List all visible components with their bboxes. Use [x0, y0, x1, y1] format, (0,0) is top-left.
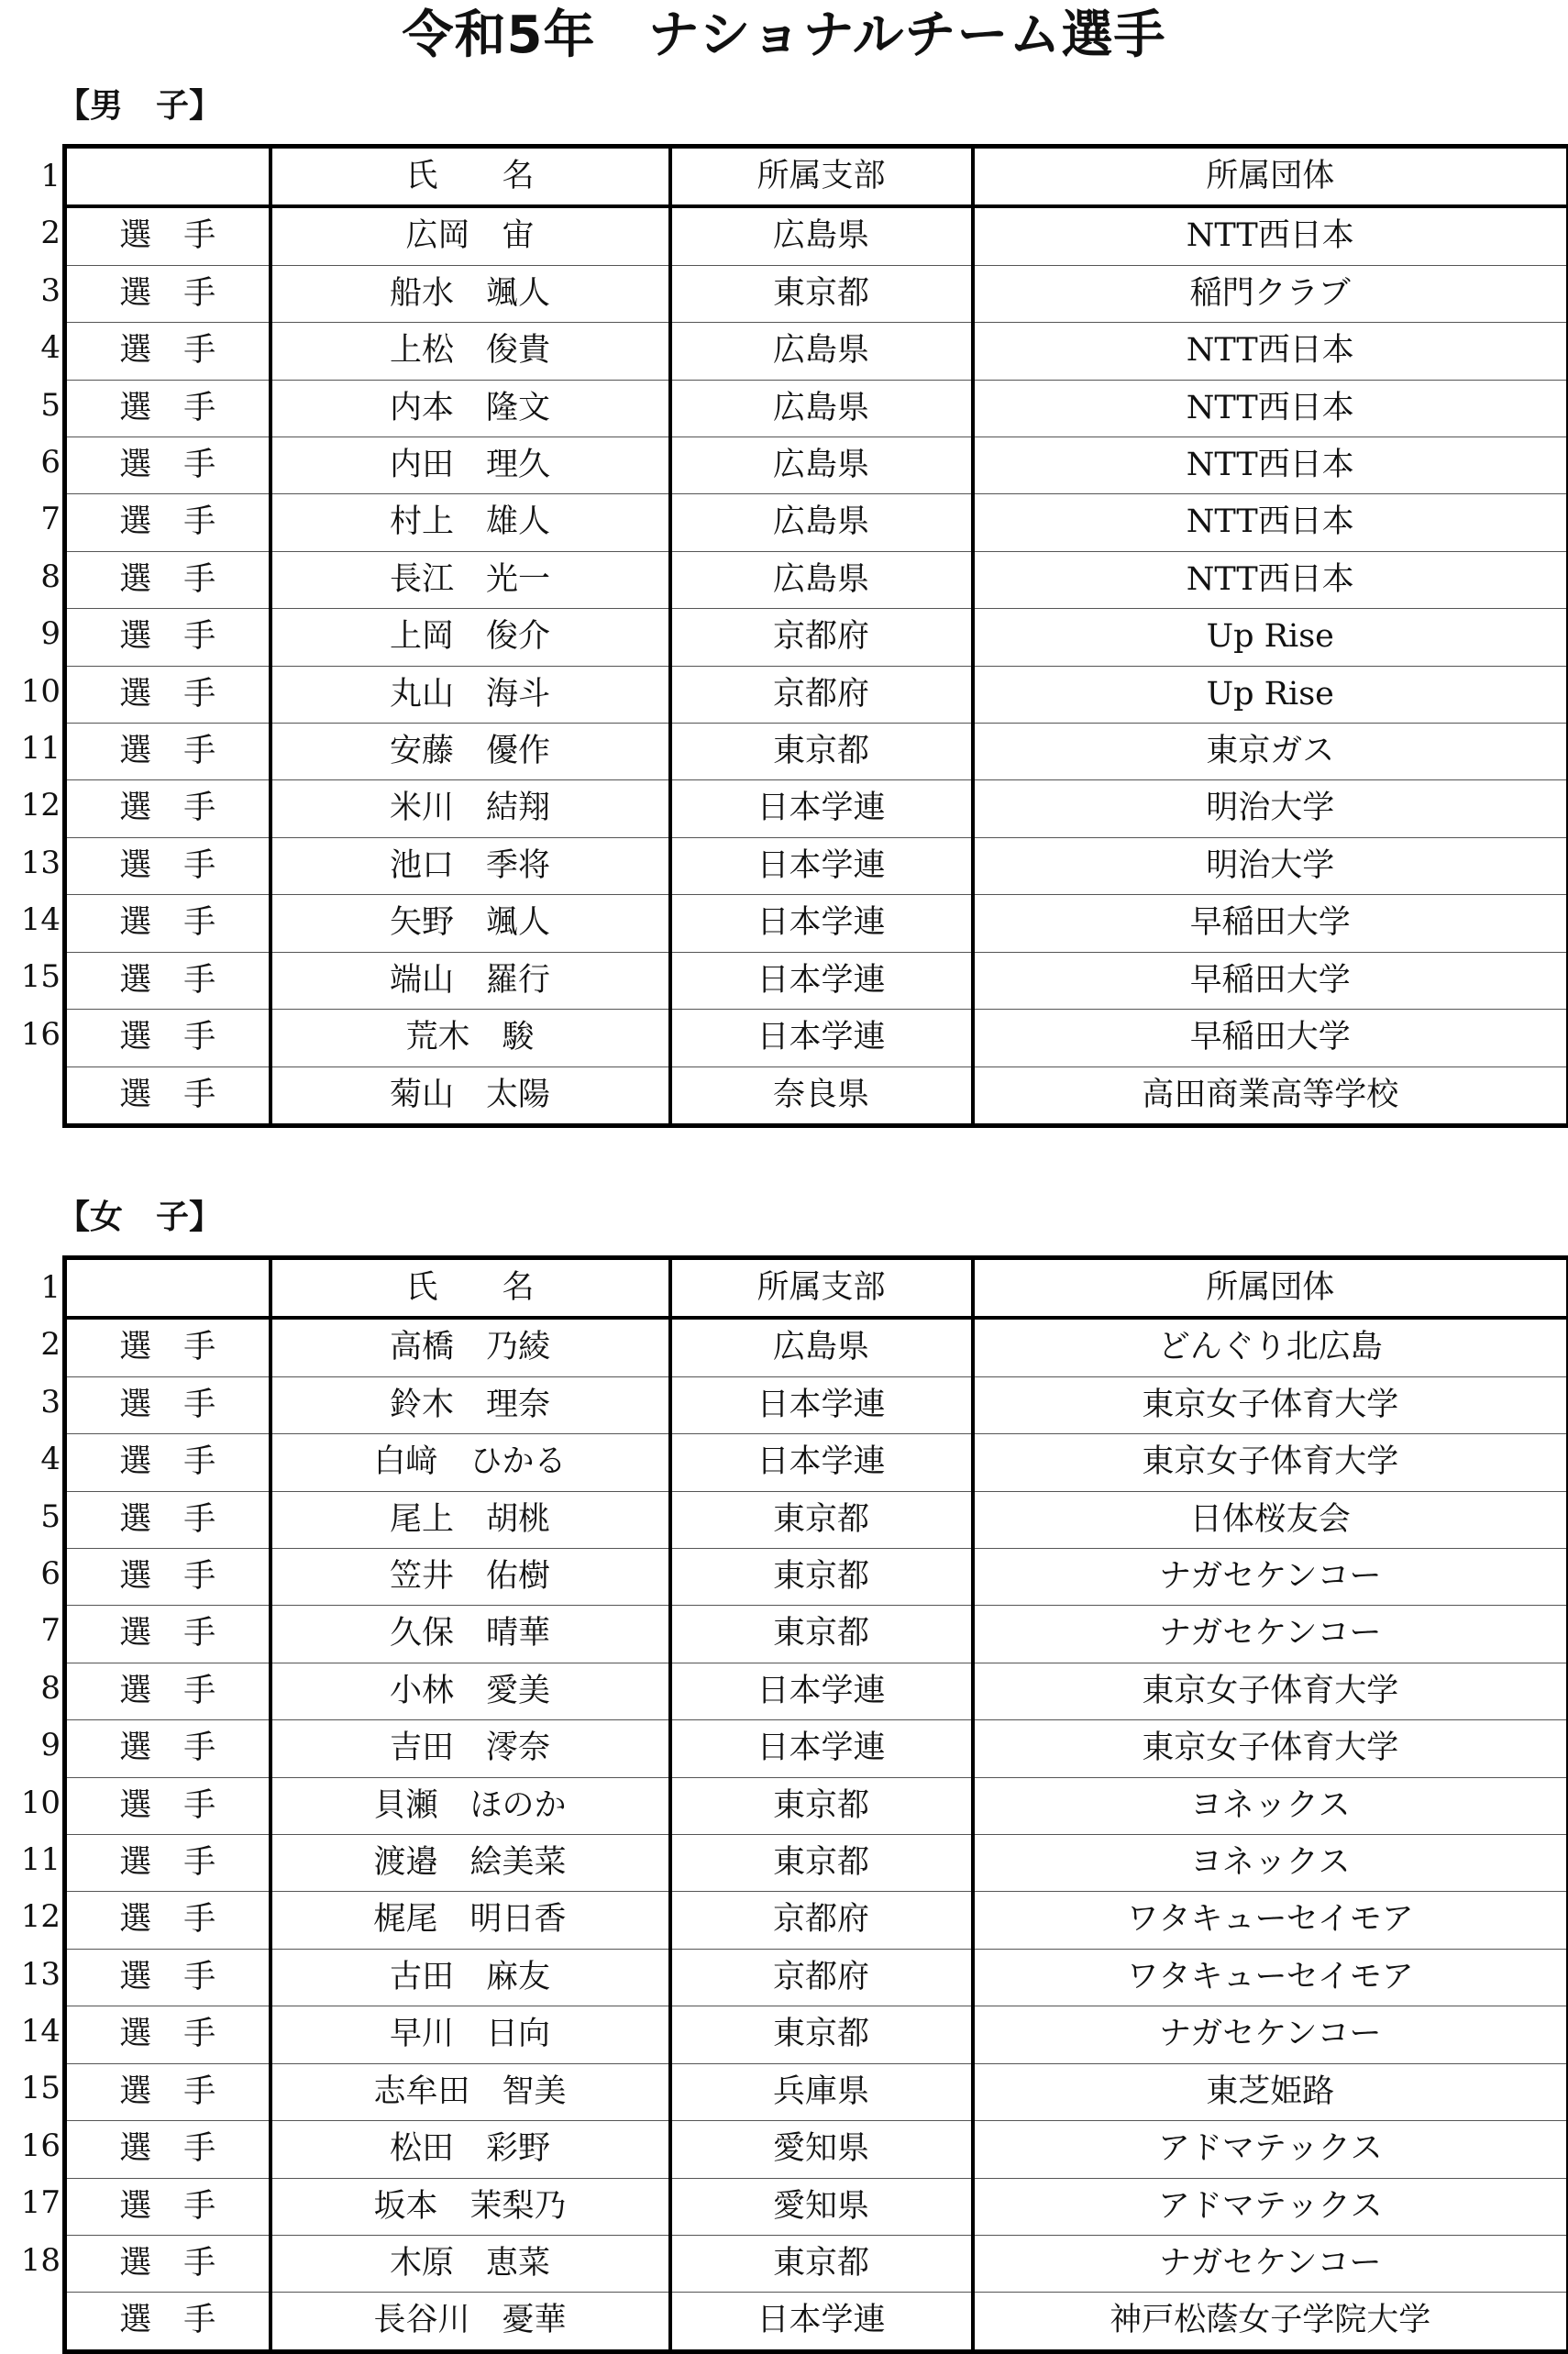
team-cell: 日体桜友会: [973, 1491, 1568, 1548]
role-cell: 選 手: [65, 1720, 271, 1777]
name-cell: 久保 晴華: [271, 1606, 670, 1663]
name-cell: 志牟田 智美: [271, 2063, 670, 2120]
table-row: [65, 2235, 1568, 2292]
branch-cell: 広島県: [670, 380, 973, 437]
role-cell: 選 手: [65, 551, 271, 608]
row-number: 2: [0, 204, 62, 261]
role-cell: 選 手: [65, 2293, 271, 2351]
name-cell: 船水 颯人: [271, 265, 670, 322]
name-cell: 荒木 駿: [271, 1010, 670, 1066]
header-team: 所属団体: [973, 147, 1568, 207]
branch-cell: 広島県: [670, 494, 973, 551]
role-cell: 選 手: [65, 1835, 271, 1892]
header-name: 氏 名: [271, 147, 670, 207]
name-cell: 渡邉 絵美菜: [271, 1835, 670, 1892]
team-cell: 東京女子体育大学: [973, 1720, 1568, 1777]
name-cell: 安藤 優作: [271, 724, 670, 780]
team-cell: ヨネックス: [973, 1777, 1568, 1834]
team-cell: ワタキューセイモア: [973, 1892, 1568, 1949]
page-title: 令和5年 ナショナルチーム選手: [0, 0, 1568, 72]
team-cell: どんぐり北広島: [973, 1318, 1568, 1376]
name-cell: 鈴木 理奈: [271, 1376, 670, 1433]
role-cell: 選 手: [65, 1491, 271, 1548]
row-number: 10: [0, 1774, 62, 1831]
role-cell: 選 手: [65, 2178, 271, 2235]
table-row: [65, 380, 1568, 437]
row-number: 8: [0, 1660, 62, 1717]
women-roster-table: [62, 1255, 1568, 2354]
branch-cell: 日本学連: [670, 1720, 973, 1777]
row-number: 1: [0, 148, 62, 204]
role-cell: 選 手: [65, 1892, 271, 1949]
name-cell: 尾上 胡桃: [271, 1491, 670, 1548]
role-cell: 選 手: [65, 837, 271, 894]
table-row: [65, 265, 1568, 322]
row-number: 15: [0, 948, 62, 1005]
team-cell: アドマテックス: [973, 2178, 1568, 2235]
name-cell: 池口 季将: [271, 837, 670, 894]
role-cell: 選 手: [65, 609, 271, 666]
row-number: 12: [0, 1888, 62, 1945]
branch-cell: 京都府: [670, 1949, 973, 2006]
row-number: 9: [0, 605, 62, 662]
team-cell: 東京女子体育大学: [973, 1376, 1568, 1433]
name-cell: 早川 日向: [271, 2006, 670, 2063]
header-branch: 所属支部: [670, 1258, 973, 1319]
row-number: 13: [0, 1946, 62, 2003]
row-number: 3: [0, 262, 62, 319]
branch-cell: 東京都: [670, 2235, 973, 2292]
table-row: [65, 1835, 1568, 1892]
team-cell: 東芝姫路: [973, 2063, 1568, 2120]
branch-cell: 広島県: [670, 437, 973, 494]
row-number: 5: [0, 377, 62, 434]
role-cell: 選 手: [65, 380, 271, 437]
table-header-row: [65, 1258, 1568, 1319]
name-cell: 吉田 澪奈: [271, 1720, 670, 1777]
row-number: 8: [0, 548, 62, 605]
name-cell: 貝瀬 ほのか: [271, 1777, 670, 1834]
role-cell: 選 手: [65, 1066, 271, 1125]
row-number: 13: [0, 834, 62, 891]
branch-cell: 日本学連: [670, 1010, 973, 1066]
name-cell: 長江 光一: [271, 551, 670, 608]
table-row: [65, 2293, 1568, 2351]
team-cell: ヨネックス: [973, 1835, 1568, 1892]
team-cell: NTT西日本: [973, 380, 1568, 437]
branch-cell: 東京都: [670, 1491, 973, 1548]
name-cell: 米川 結翔: [271, 780, 670, 837]
header-role: [65, 147, 271, 207]
name-cell: 松田 彩野: [271, 2121, 670, 2178]
table-row: [65, 2063, 1568, 2120]
branch-cell: 日本学連: [670, 1663, 973, 1719]
women-row-numbers: [0, 1259, 62, 2289]
branch-cell: 東京都: [670, 1777, 973, 1834]
row-number: 6: [0, 1545, 62, 1602]
table-row: [65, 609, 1568, 666]
branch-cell: 広島県: [670, 1318, 973, 1376]
table-row: [65, 837, 1568, 894]
table-row: [65, 1318, 1568, 1376]
role-cell: 選 手: [65, 437, 271, 494]
row-number: 4: [0, 319, 62, 376]
team-cell: NTT西日本: [973, 206, 1568, 265]
role-cell: 選 手: [65, 1663, 271, 1719]
table-row: [65, 437, 1568, 494]
table-row: [65, 1663, 1568, 1719]
branch-cell: 奈良県: [670, 1066, 973, 1125]
team-cell: 明治大学: [973, 780, 1568, 837]
name-cell: 長谷川 憂華: [271, 2293, 670, 2351]
row-number: 18: [0, 2232, 62, 2289]
team-cell: 東京ガス: [973, 724, 1568, 780]
table-row: [65, 1720, 1568, 1777]
team-cell: NTT西日本: [973, 551, 1568, 608]
table-row: [65, 895, 1568, 952]
team-cell: 東京女子体育大学: [973, 1434, 1568, 1491]
branch-cell: 東京都: [670, 1549, 973, 1606]
team-cell: ナガセケンコー: [973, 2006, 1568, 2063]
table-row: [65, 323, 1568, 380]
role-cell: 選 手: [65, 2121, 271, 2178]
table-row: [65, 780, 1568, 837]
table-row: [65, 2178, 1568, 2235]
name-cell: 上岡 俊介: [271, 609, 670, 666]
team-cell: NTT西日本: [973, 323, 1568, 380]
role-cell: 選 手: [65, 1777, 271, 1834]
role-cell: 選 手: [65, 494, 271, 551]
name-cell: 上松 俊貴: [271, 323, 670, 380]
branch-cell: 兵庫県: [670, 2063, 973, 2120]
name-cell: 高橋 乃綾: [271, 1318, 670, 1376]
table-row: [65, 1434, 1568, 1491]
row-number: 3: [0, 1374, 62, 1431]
branch-cell: 愛知県: [670, 2121, 973, 2178]
team-cell: ナガセケンコー: [973, 2235, 1568, 2292]
row-number: 6: [0, 434, 62, 491]
role-cell: 選 手: [65, 724, 271, 780]
team-cell: 東京女子体育大学: [973, 1663, 1568, 1719]
table-row: [65, 952, 1568, 1009]
role-cell: 選 手: [65, 2063, 271, 2120]
role-cell: 選 手: [65, 1949, 271, 2006]
table-row: [65, 551, 1568, 608]
role-cell: 選 手: [65, 1318, 271, 1376]
row-number: 1: [0, 1259, 62, 1316]
name-cell: 丸山 海斗: [271, 666, 670, 723]
table-row: [65, 1066, 1568, 1125]
name-cell: 白﨑 ひかる: [271, 1434, 670, 1491]
name-cell: 内田 理久: [271, 437, 670, 494]
branch-cell: 日本学連: [670, 2293, 973, 2351]
header-role: [65, 1258, 271, 1319]
name-cell: 菊山 太陽: [271, 1066, 670, 1125]
branch-cell: 愛知県: [670, 2178, 973, 2235]
branch-cell: 広島県: [670, 206, 973, 265]
table-row: [65, 1777, 1568, 1834]
men-roster-table: [62, 144, 1568, 1128]
team-cell: ワタキューセイモア: [973, 1949, 1568, 2006]
table-row: [65, 1606, 1568, 1663]
row-number: 16: [0, 2117, 62, 2174]
table-row: [65, 206, 1568, 265]
table-row: [65, 1491, 1568, 1548]
row-number: 14: [0, 2003, 62, 2060]
name-cell: 木原 恵菜: [271, 2235, 670, 2292]
row-number: 10: [0, 663, 62, 720]
role-cell: 選 手: [65, 1606, 271, 1663]
men-row-numbers: [0, 148, 62, 1063]
table-row: [65, 1549, 1568, 1606]
table-row: [65, 1376, 1568, 1433]
branch-cell: 日本学連: [670, 1434, 973, 1491]
table-header-row: [65, 147, 1568, 207]
role-cell: 選 手: [65, 265, 271, 322]
team-cell: NTT西日本: [973, 437, 1568, 494]
branch-cell: 広島県: [670, 323, 973, 380]
team-cell: Up Rise: [973, 666, 1568, 723]
row-number: 7: [0, 1602, 62, 1659]
branch-cell: 広島県: [670, 551, 973, 608]
branch-cell: 東京都: [670, 1835, 973, 1892]
role-cell: 選 手: [65, 206, 271, 265]
branch-cell: 日本学連: [670, 895, 973, 952]
role-cell: 選 手: [65, 1549, 271, 1606]
row-number: 7: [0, 491, 62, 547]
branch-cell: 京都府: [670, 666, 973, 723]
row-number: 9: [0, 1717, 62, 1774]
role-cell: 選 手: [65, 1376, 271, 1433]
table-row: [65, 2121, 1568, 2178]
header-name: 氏 名: [271, 1258, 670, 1319]
row-number: 2: [0, 1316, 62, 1373]
team-cell: Up Rise: [973, 609, 1568, 666]
women-section-label: 【女 子】: [57, 1194, 222, 1242]
branch-cell: 東京都: [670, 265, 973, 322]
role-cell: 選 手: [65, 2235, 271, 2292]
name-cell: 端山 羅行: [271, 952, 670, 1009]
header-team: 所属団体: [973, 1258, 1568, 1319]
role-cell: 選 手: [65, 1010, 271, 1066]
role-cell: 選 手: [65, 323, 271, 380]
row-number: 15: [0, 2060, 62, 2116]
team-cell: NTT西日本: [973, 494, 1568, 551]
team-cell: 早稲田大学: [973, 952, 1568, 1009]
name-cell: 内本 隆文: [271, 380, 670, 437]
team-cell: ナガセケンコー: [973, 1549, 1568, 1606]
team-cell: 高田商業高等学校: [973, 1066, 1568, 1125]
row-number: 17: [0, 2174, 62, 2231]
name-cell: 矢野 颯人: [271, 895, 670, 952]
team-cell: 早稲田大学: [973, 895, 1568, 952]
table-row: [65, 1010, 1568, 1066]
branch-cell: 京都府: [670, 609, 973, 666]
branch-cell: 東京都: [670, 724, 973, 780]
name-cell: 坂本 茉梨乃: [271, 2178, 670, 2235]
table-row: [65, 724, 1568, 780]
team-cell: 早稲田大学: [973, 1010, 1568, 1066]
table-row: [65, 2006, 1568, 2063]
branch-cell: 東京都: [670, 2006, 973, 2063]
name-cell: 広岡 宙: [271, 206, 670, 265]
name-cell: 村上 雄人: [271, 494, 670, 551]
team-cell: アドマテックス: [973, 2121, 1568, 2178]
role-cell: 選 手: [65, 2006, 271, 2063]
role-cell: 選 手: [65, 666, 271, 723]
role-cell: 選 手: [65, 1434, 271, 1491]
header-branch: 所属支部: [670, 147, 973, 207]
row-number: 12: [0, 777, 62, 834]
name-cell: 小林 愛美: [271, 1663, 670, 1719]
team-cell: ナガセケンコー: [973, 1606, 1568, 1663]
branch-cell: 日本学連: [670, 780, 973, 837]
row-number: 11: [0, 1831, 62, 1888]
row-number: 4: [0, 1431, 62, 1487]
role-cell: 選 手: [65, 780, 271, 837]
row-number: 5: [0, 1488, 62, 1545]
branch-cell: 京都府: [670, 1892, 973, 1949]
branch-cell: 日本学連: [670, 952, 973, 1009]
men-section-label: 【男 子】: [57, 83, 222, 130]
row-number: 14: [0, 891, 62, 948]
branch-cell: 東京都: [670, 1606, 973, 1663]
team-cell: 稲門クラブ: [973, 265, 1568, 322]
row-number: 11: [0, 720, 62, 777]
branch-cell: 日本学連: [670, 1376, 973, 1433]
branch-cell: 日本学連: [670, 837, 973, 894]
team-cell: 明治大学: [973, 837, 1568, 894]
role-cell: 選 手: [65, 952, 271, 1009]
name-cell: 笠井 佑樹: [271, 1549, 670, 1606]
table-row: [65, 1949, 1568, 2006]
table-row: [65, 494, 1568, 551]
role-cell: 選 手: [65, 895, 271, 952]
row-number: 16: [0, 1006, 62, 1063]
table-row: [65, 666, 1568, 723]
table-row: [65, 1892, 1568, 1949]
name-cell: 梶尾 明日香: [271, 1892, 670, 1949]
name-cell: 古田 麻友: [271, 1949, 670, 2006]
team-cell: 神戸松蔭女子学院大学: [973, 2293, 1568, 2351]
